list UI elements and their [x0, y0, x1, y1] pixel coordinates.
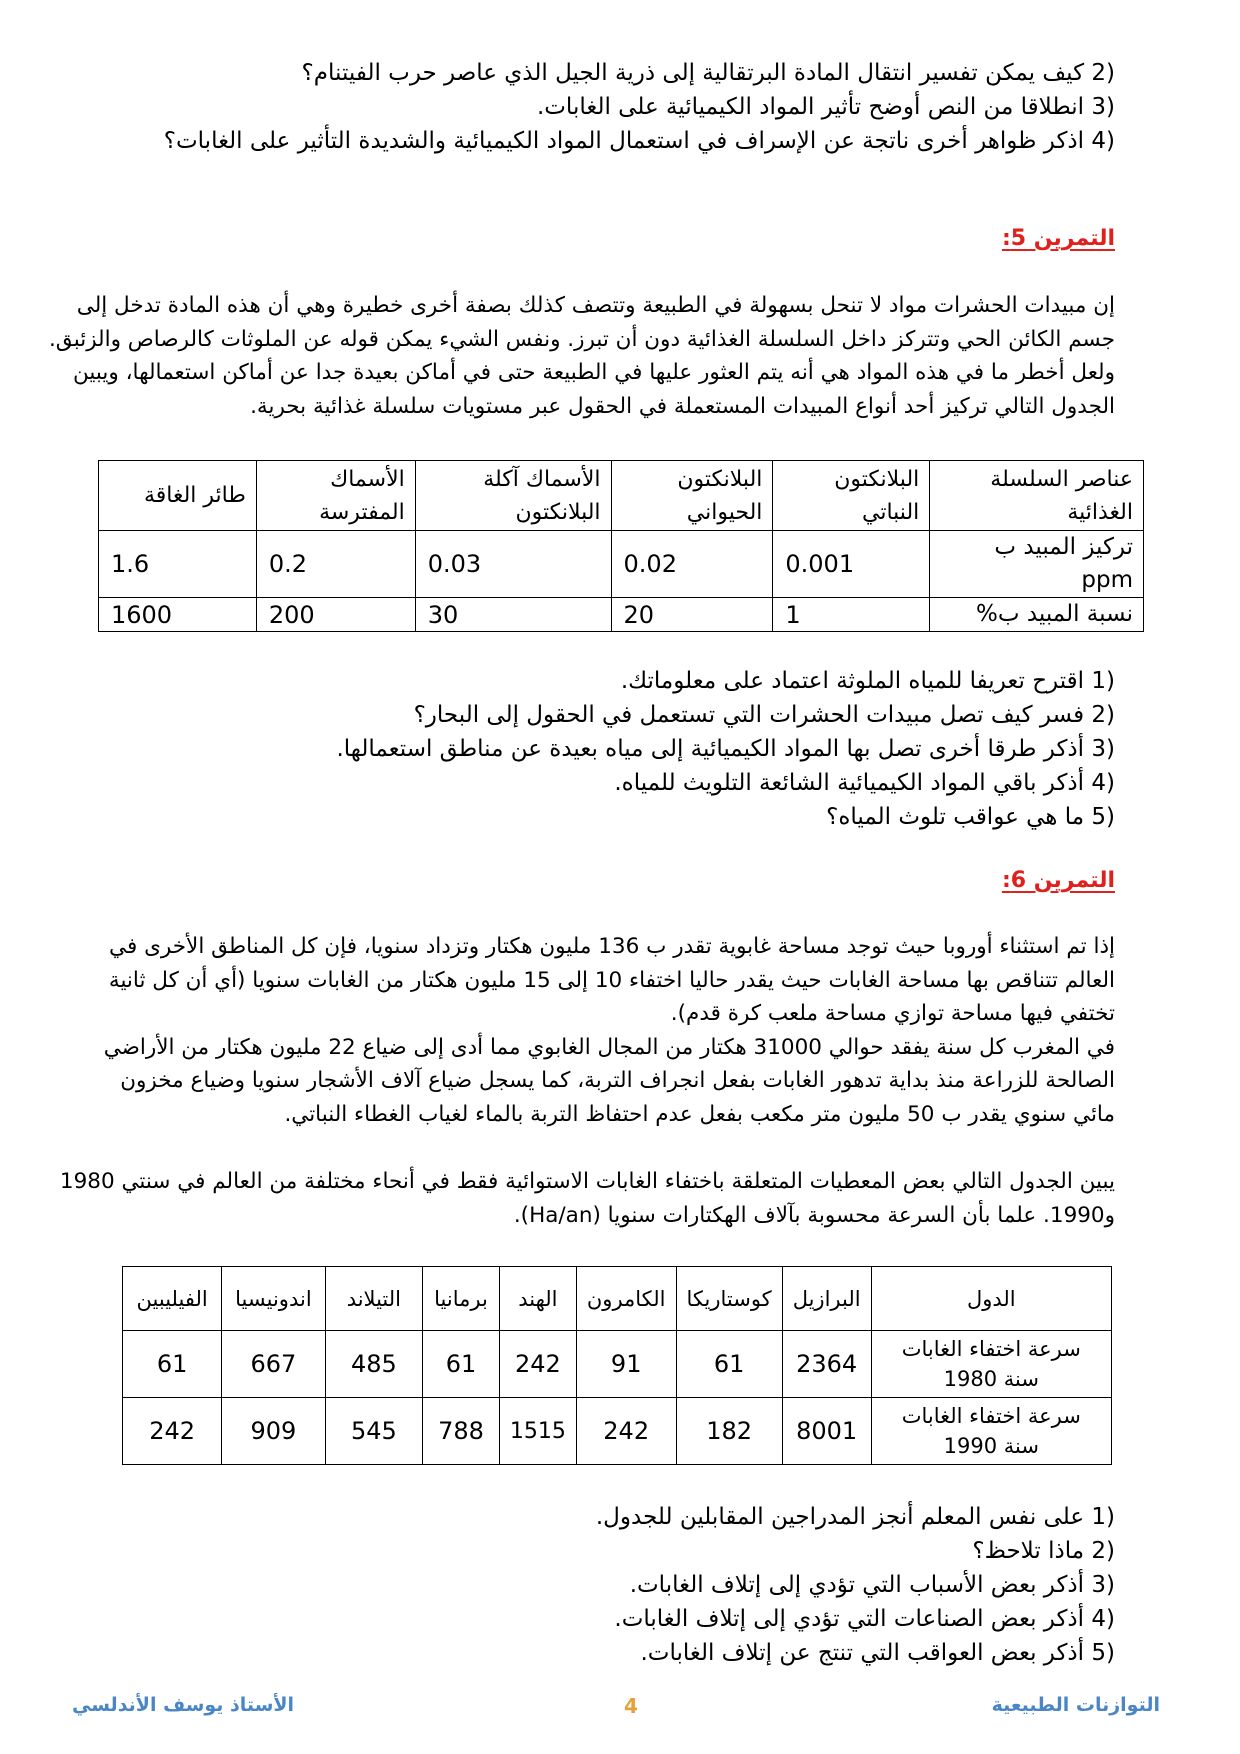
table-cell: 242: [499, 1331, 576, 1398]
row-label-cell: نسبة المبيد ب%: [930, 598, 1144, 632]
list-item: [115, 732, 1115, 766]
table-cell: 200: [256, 598, 415, 632]
paragraph-line: و1990. علما بأن السرعة محسوبة بآلاف الهكتارات سنويا (Ha/an).: [513, 1202, 1115, 1228]
table-cell: 0.001: [773, 531, 930, 598]
table-row: [99, 531, 1144, 598]
paragraph-line: جسم الكائن الحي وتتركز داخل السلسلة الغذائية دون أن تبرز. ونفس الشيء يمكن قوله عن الملوثات كالرصاص والزئبق.: [48, 326, 1115, 352]
list-item: [115, 766, 1115, 800]
list-item: [115, 698, 1115, 732]
page-number: 4: [624, 1694, 638, 1718]
question-number: (2: [1091, 1538, 1115, 1564]
table-row: [123, 1331, 1112, 1398]
pesticide-table: [98, 460, 1144, 632]
list-item: [115, 124, 1115, 158]
paragraph-line: الصالحة للزراعة منذ بداية تدهور الغابات بفعل انجراف التربة، كما يسجل ضياع آلاف الأشجار سنويا وضياع مخزون: [120, 1068, 1115, 1093]
exercise-6-paragraph-1: [75, 930, 1115, 1131]
table-header-cell: الكامرون: [576, 1267, 676, 1331]
question-text: أذكر بعض الأسباب التي تؤدي إلى إتلاف الغابات.: [629, 1572, 1085, 1598]
table-header-cell: برمانيا: [423, 1267, 500, 1331]
table-cell: 2364: [782, 1331, 871, 1398]
paragraph-line: إن مبيدات الحشرات مواد لا تنحل بسهولة في الطبيعة وتتصف كذلك بصفة أخرى خطيرة وهي أن هذه المادة تدخل إلى: [76, 293, 1115, 318]
table-header-cell: عناصر السلسلة الغذائية: [930, 461, 1144, 531]
row-label-cell: سرعة اختفاء الغابات سنة 1980: [871, 1331, 1111, 1398]
list-item: [115, 800, 1115, 834]
table-cell: 20: [611, 598, 773, 632]
table-cell: 788: [423, 1398, 500, 1465]
table-cell: 545: [325, 1398, 423, 1465]
table-header-cell: طائر الغاقة: [99, 461, 257, 531]
question-text: ماذا تلاحظ؟: [972, 1538, 1085, 1564]
question-number: (3: [1091, 1572, 1115, 1598]
table-cell: 1: [773, 598, 930, 632]
question-number: (1: [1091, 1504, 1115, 1530]
footer-subject: التوازنات الطبيعية: [991, 1694, 1160, 1716]
table-header-cell: كوستاريكا: [676, 1267, 782, 1331]
table-cell: 1515: [499, 1398, 576, 1465]
question-text: اقترح تعريفا للمياه الملوثة اعتماد على معلوماتك.: [620, 668, 1085, 694]
list-item: [115, 1636, 1115, 1670]
question-number: (5: [1091, 1640, 1115, 1666]
question-number: (2: [1091, 702, 1115, 728]
table-cell: 91: [576, 1331, 676, 1398]
table-cell: 182: [676, 1398, 782, 1465]
top-questions-list: [115, 56, 1115, 158]
question-number: (5: [1091, 804, 1115, 830]
table-cell: 1600: [99, 598, 257, 632]
table-header-cell: الهند: [499, 1267, 576, 1331]
paragraph-line: ولعل أخطر ما في هذه المواد هي أنه يتم العثور عليها في الطبيعة حتى في أماكن بعيدة جدا عن أماكن استعمالها، ويبين: [73, 360, 1115, 385]
paragraph-line: الجدول التالي تركيز أحد أنواع المبيدات المستعملة في الحقول عبر مستويات سلسلة غذائية بحرية.: [250, 393, 1115, 419]
paragraph-line: العالم تتناقص بها مساحة الغابات حيث يقدر حاليا اختفاء 10 إلى 15 مليون هكتار من الغابات سنويا (أي أن كل ثانية: [108, 967, 1115, 993]
question-number: (1: [1091, 668, 1115, 694]
list-item: [115, 1568, 1115, 1602]
table-header-cell: التيلاند: [325, 1267, 423, 1331]
table-header-cell: الأسماك المفترسة: [256, 461, 415, 531]
table-header-cell: البلانكتون الحيواني: [611, 461, 773, 531]
list-item: [115, 1534, 1115, 1568]
table-header-cell: الأسماك آكلة البلانكتون: [415, 461, 611, 531]
question-number: (2: [1091, 60, 1115, 86]
question-text: انطلاقا من النص أوضح تأثير المواد الكيميائية على الغابات.: [536, 94, 1085, 120]
table-cell: 0.03: [415, 531, 611, 598]
question-number: (4: [1091, 1606, 1115, 1632]
table-cell: 61: [676, 1331, 782, 1398]
paragraph-line: تختفي فيها مساحة توازي مساحة ملعب كرة قدم).: [670, 1001, 1115, 1026]
table-header-cell: الدول: [871, 1267, 1111, 1331]
exercise-6-heading: التمرين 6:: [1001, 868, 1115, 893]
table-cell: 242: [123, 1398, 222, 1465]
list-item: [115, 90, 1115, 124]
table-header-cell: البلانكتون النباتي: [773, 461, 930, 531]
question-text: اذكر ظواهر أخرى ناتجة عن الإسراف في استعمال المواد الكيميائية والشديدة التأثير على الغابات؟: [163, 128, 1085, 154]
question-number: (3: [1091, 94, 1115, 120]
deforestation-table: [122, 1266, 1112, 1465]
paragraph-line: مائي سنوي يقدر ب 50 مليون متر مكعب بفعل عدم احتفاظ التربة بالماء لغياب الغطاء النباتي.: [284, 1101, 1115, 1127]
table-row: [123, 1267, 1112, 1331]
exercise-5-paragraph: [48, 289, 1115, 423]
list-item: [115, 56, 1115, 90]
table-row: [99, 461, 1144, 531]
question-number: (4: [1091, 770, 1115, 796]
question-text: أذكر طرقا أخرى تصل بها المواد الكيميائية إلى مياه بعيدة عن مناطق استعمالها.: [336, 736, 1085, 762]
question-text: أذكر بعض العواقب التي تنتج عن إتلاف الغابات.: [640, 1640, 1085, 1666]
table-row: [99, 598, 1144, 632]
exercise-5-questions: [115, 664, 1115, 834]
table-header-cell: البرازيل: [782, 1267, 871, 1331]
question-text: ما هي عواقب تلوث المياه؟: [826, 804, 1085, 830]
table-cell: 667: [222, 1331, 325, 1398]
table-row: [123, 1398, 1112, 1465]
table-cell: 61: [423, 1331, 500, 1398]
paragraph-line: في المغرب كل سنة يفقد حوالي 31000 هكتار من المجال الغابوي مما أدى إلى ضياع 22 مليون هكتار من الأراضي: [103, 1034, 1115, 1060]
question-text: أذكر باقي المواد الكيميائية الشائعة التلويث للمياه.: [614, 770, 1085, 796]
question-number: (4: [1091, 128, 1115, 154]
footer-author: الأستاذ يوسف الأندلسي: [72, 1694, 295, 1716]
table-cell: 0.2: [256, 531, 415, 598]
question-text: أذكر بعض الصناعات التي تؤدي إلى إتلاف الغابات.: [614, 1606, 1085, 1632]
table-header-cell: اندونيسيا: [222, 1267, 325, 1331]
table-cell: 30: [415, 598, 611, 632]
exercise-6-questions: [115, 1500, 1115, 1670]
table-cell: 1.6: [99, 531, 257, 598]
list-item: [115, 1602, 1115, 1636]
paragraph-line: يبين الجدول التالي بعض المعطيات المتعلقة باختفاء الغابات الاستوائية فقط في أنحاء مختلفة من العالم في سنتي 1980: [59, 1169, 1115, 1194]
table-cell: 909: [222, 1398, 325, 1465]
table-cell: 485: [325, 1331, 423, 1398]
table-cell: 242: [576, 1398, 676, 1465]
question-text: كيف يمكن تفسير انتقال المادة البرتقالية إلى ذرية الجيل الذي عاصر حرب الفيتنام؟: [301, 60, 1085, 86]
question-number: (3: [1091, 736, 1115, 762]
exercise-5-heading: التمرين 5:: [1001, 226, 1115, 251]
table-header-cell: الفيليبين: [123, 1267, 222, 1331]
paragraph-line: إذا تم استثناء أوروبا حيث توجد مساحة غابوية تقدر ب 136 مليون هكتار وتزداد سنويا، فإن كل المناطق الأخرى في: [109, 934, 1115, 959]
question-text: فسر كيف تصل مبيدات الحشرات التي تستعمل في الحقول إلى البحار؟: [413, 702, 1085, 728]
row-label-cell: سرعة اختفاء الغابات سنة 1990: [871, 1398, 1111, 1465]
exercise-6-paragraph-2: [59, 1165, 1115, 1232]
question-text: على نفس المعلم أنجز المدراجين المقابلين للجدول.: [595, 1504, 1085, 1530]
table-cell: 0.02: [611, 531, 773, 598]
row-label-cell: تركيز المبيد ب ppm: [930, 531, 1144, 598]
list-item: [115, 1500, 1115, 1534]
table-cell: 8001: [782, 1398, 871, 1465]
list-item: [115, 664, 1115, 698]
table-cell: 61: [123, 1331, 222, 1398]
